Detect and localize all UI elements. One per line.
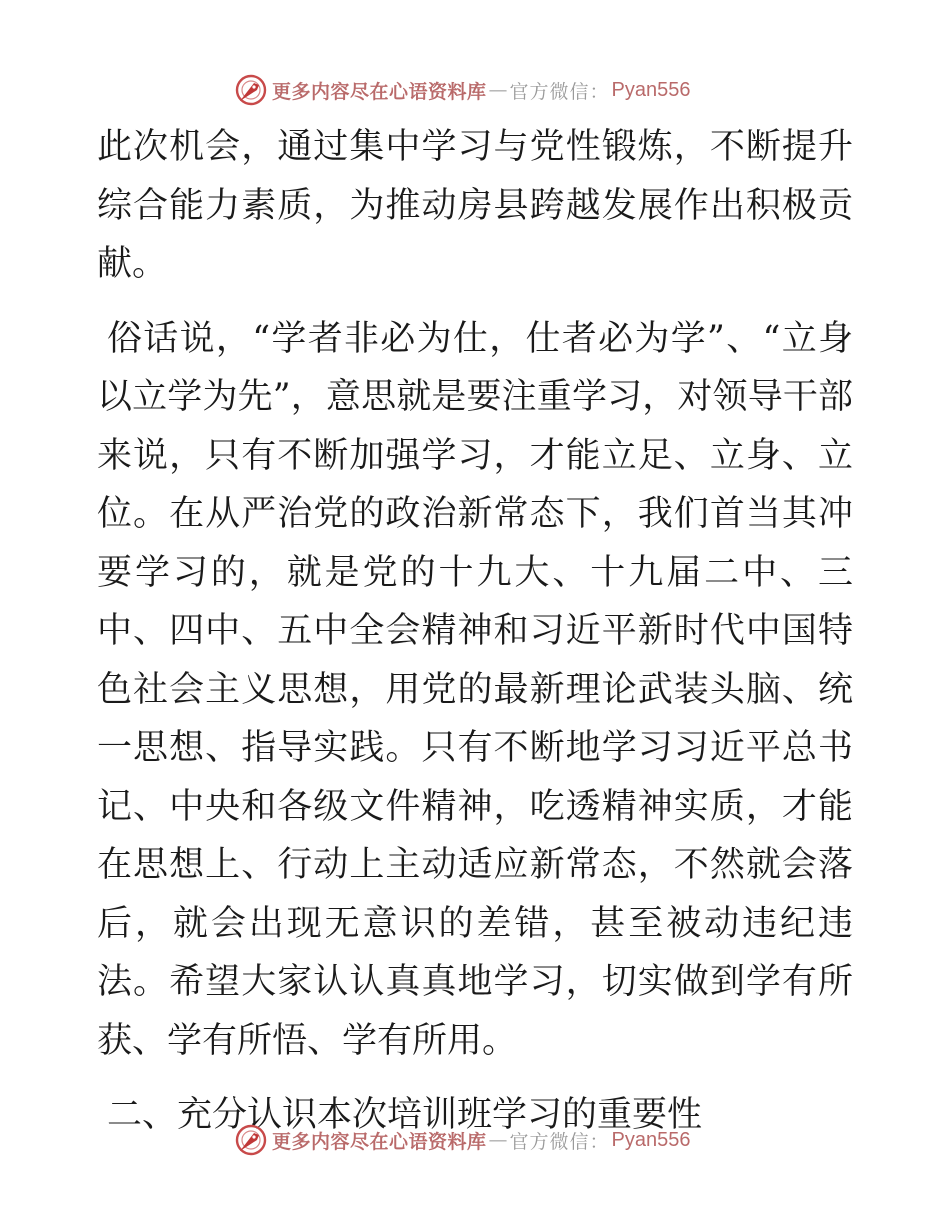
pen-nib-circle-logo-icon — [234, 1123, 268, 1157]
paragraph-2: 俗话说，“学者非必为仕，仕者必为学”、“立身以立学为先”，意思就是要注重学习，对领导干部来说，只有不断加强学习，才能立足、立身、立位。在从严治党的政治新常态下，我们首当其冲要学习的，就是党的十九大、十九届二中、三中、四中、五中全会精神和习近平新时代中国特色社会主义思想，用党的最新理论武装头脑、统一思想、指导实践。只有不断地学习习近平总书记、中央和各级文件精神，吃透精神实质，才能在思想上、行动上主动适应新常态，不然就会落后，就会出现无意识的差错，甚至被动违纪违法。希望大家认认真真地学习，切实做到学有所获、学有所悟、学有所用。 — [97, 318, 853, 1061]
banner-wechat-id: Pyan556 — [611, 78, 691, 101]
banner-wechat-label: 官方微信： — [509, 80, 610, 103]
banner-brand-text: 更多内容尽在心语资料库 — [272, 80, 487, 103]
header-watermark-banner — [234, 70, 691, 110]
banner-dash: — — [488, 79, 508, 101]
section-heading: 二、充分认识本次培训班学习的重要性 — [107, 1095, 703, 1135]
banner-dash: — — [488, 1129, 508, 1151]
footer-watermark-banner — [234, 1120, 691, 1160]
pen-nib-circle-logo-icon — [234, 73, 268, 107]
document-body — [97, 118, 853, 1145]
banner-wechat-id: Pyan556 — [611, 1128, 691, 1151]
paragraph-1: 此次机会，通过集中学习与党性锻炼，不断提升综合能力素质，为推动房县跨越发展作出积极贡献。 — [97, 127, 853, 284]
banner-wechat-label: 官方微信： — [509, 1130, 610, 1153]
banner-brand-text: 更多内容尽在心语资料库 — [272, 1130, 487, 1153]
